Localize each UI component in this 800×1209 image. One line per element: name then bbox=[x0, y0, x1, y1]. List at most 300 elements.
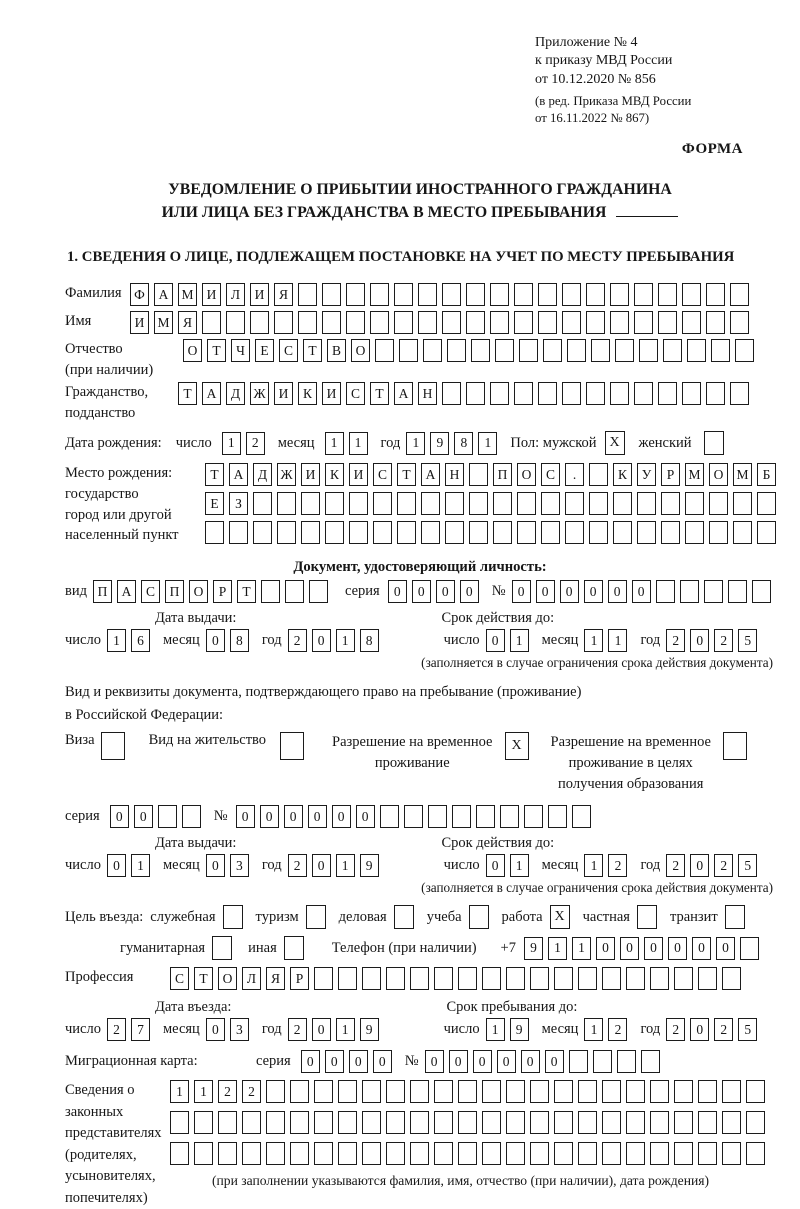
char-box[interactable]: 7 bbox=[131, 1018, 150, 1041]
char-box[interactable] bbox=[634, 283, 653, 306]
char-box[interactable] bbox=[519, 339, 538, 362]
char-box[interactable] bbox=[322, 283, 341, 306]
char-box[interactable] bbox=[253, 492, 272, 515]
char-box[interactable] bbox=[682, 283, 701, 306]
char-box[interactable] bbox=[711, 339, 730, 362]
char-box[interactable] bbox=[578, 1080, 597, 1103]
char-box[interactable] bbox=[277, 492, 296, 515]
char-box[interactable] bbox=[428, 805, 447, 828]
char-box[interactable]: 0 bbox=[206, 1018, 225, 1041]
char-box[interactable]: И bbox=[274, 382, 293, 405]
char-box[interactable]: 2 bbox=[666, 629, 685, 652]
char-box[interactable]: 9 bbox=[360, 854, 379, 877]
char-box[interactable] bbox=[493, 492, 512, 515]
char-box[interactable] bbox=[394, 311, 413, 334]
char-box[interactable] bbox=[650, 1111, 669, 1134]
char-box[interactable] bbox=[314, 1111, 333, 1134]
char-box[interactable] bbox=[517, 521, 536, 544]
char-box[interactable] bbox=[637, 521, 656, 544]
char-box[interactable] bbox=[500, 805, 519, 828]
char-box[interactable] bbox=[538, 283, 557, 306]
char-box[interactable]: 1 bbox=[107, 629, 126, 652]
char-box[interactable]: О bbox=[218, 967, 237, 990]
char-box[interactable] bbox=[482, 1142, 501, 1165]
char-box[interactable] bbox=[554, 1080, 573, 1103]
char-box[interactable]: 0 bbox=[608, 580, 627, 603]
char-box[interactable] bbox=[346, 283, 365, 306]
char-box[interactable] bbox=[506, 967, 525, 990]
char-box[interactable] bbox=[562, 382, 581, 405]
char-box[interactable] bbox=[466, 382, 485, 405]
char-box[interactable]: И bbox=[322, 382, 341, 405]
char-box[interactable] bbox=[370, 283, 389, 306]
char-box[interactable]: 0 bbox=[373, 1050, 392, 1073]
char-box[interactable] bbox=[602, 967, 621, 990]
char-box[interactable] bbox=[524, 805, 543, 828]
char-box[interactable]: 2 bbox=[608, 1018, 627, 1041]
char-box[interactable]: 1 bbox=[548, 937, 567, 960]
char-box[interactable]: Ж bbox=[277, 463, 296, 486]
char-box[interactable]: 6 bbox=[131, 629, 150, 652]
char-box[interactable]: Т bbox=[178, 382, 197, 405]
char-box[interactable] bbox=[394, 283, 413, 306]
char-box[interactable]: 9 bbox=[360, 1018, 379, 1041]
char-box[interactable] bbox=[314, 967, 333, 990]
char-box[interactable]: 1 bbox=[349, 432, 368, 455]
char-box[interactable]: 0 bbox=[312, 854, 331, 877]
char-box[interactable]: 0 bbox=[692, 937, 711, 960]
char-box[interactable]: 0 bbox=[332, 805, 351, 828]
char-box[interactable] bbox=[375, 339, 394, 362]
char-box[interactable]: 0 bbox=[473, 1050, 492, 1073]
char-box[interactable]: Л bbox=[226, 283, 245, 306]
char-box[interactable] bbox=[530, 1142, 549, 1165]
char-box[interactable]: Т bbox=[370, 382, 389, 405]
char-box[interactable]: 5 bbox=[738, 629, 757, 652]
char-box[interactable] bbox=[410, 1142, 429, 1165]
char-box[interactable] bbox=[722, 1142, 741, 1165]
char-box[interactable] bbox=[397, 521, 416, 544]
char-box[interactable]: 1 bbox=[572, 937, 591, 960]
char-box[interactable] bbox=[682, 382, 701, 405]
char-box[interactable]: Т bbox=[397, 463, 416, 486]
char-box[interactable]: Д bbox=[226, 382, 245, 405]
char-box[interactable] bbox=[466, 283, 485, 306]
char-box[interactable] bbox=[410, 967, 429, 990]
char-box[interactable]: 0 bbox=[206, 854, 225, 877]
char-box[interactable] bbox=[314, 1080, 333, 1103]
char-box[interactable] bbox=[410, 1080, 429, 1103]
char-box[interactable] bbox=[613, 492, 632, 515]
char-box[interactable]: 0 bbox=[349, 1050, 368, 1073]
char-box[interactable] bbox=[650, 1080, 669, 1103]
char-box[interactable]: А bbox=[154, 283, 173, 306]
char-box[interactable] bbox=[626, 1111, 645, 1134]
char-box[interactable] bbox=[266, 1080, 285, 1103]
char-box[interactable]: У bbox=[637, 463, 656, 486]
char-box[interactable] bbox=[543, 339, 562, 362]
char-box[interactable]: Н bbox=[418, 382, 437, 405]
char-box[interactable]: С bbox=[170, 967, 189, 990]
char-box[interactable]: 2 bbox=[246, 432, 265, 455]
char-box[interactable] bbox=[674, 1142, 693, 1165]
char-box[interactable] bbox=[290, 1111, 309, 1134]
checkbox-male[interactable]: X bbox=[605, 431, 625, 455]
char-box[interactable]: П bbox=[165, 580, 184, 603]
char-box[interactable]: 0 bbox=[690, 1018, 709, 1041]
char-box[interactable] bbox=[482, 1080, 501, 1103]
char-box[interactable]: С bbox=[346, 382, 365, 405]
char-box[interactable] bbox=[746, 1111, 765, 1134]
char-box[interactable] bbox=[277, 521, 296, 544]
char-box[interactable]: 9 bbox=[430, 432, 449, 455]
char-box[interactable] bbox=[591, 339, 610, 362]
char-box[interactable] bbox=[458, 1111, 477, 1134]
char-box[interactable]: И bbox=[301, 463, 320, 486]
char-box[interactable] bbox=[309, 580, 328, 603]
char-box[interactable] bbox=[362, 1142, 381, 1165]
checkbox-temp-residence[interactable]: X bbox=[505, 732, 529, 760]
char-box[interactable]: 0 bbox=[356, 805, 375, 828]
char-box[interactable] bbox=[637, 492, 656, 515]
char-box[interactable] bbox=[626, 1142, 645, 1165]
char-box[interactable] bbox=[661, 521, 680, 544]
char-box[interactable] bbox=[490, 283, 509, 306]
char-box[interactable]: 8 bbox=[454, 432, 473, 455]
char-box[interactable] bbox=[554, 1142, 573, 1165]
char-box[interactable] bbox=[386, 1142, 405, 1165]
char-box[interactable]: Р bbox=[290, 967, 309, 990]
char-box[interactable] bbox=[602, 1142, 621, 1165]
char-box[interactable] bbox=[615, 339, 634, 362]
char-box[interactable]: 2 bbox=[666, 1018, 685, 1041]
char-box[interactable] bbox=[285, 580, 304, 603]
char-box[interactable] bbox=[578, 967, 597, 990]
char-box[interactable]: М bbox=[178, 283, 197, 306]
char-box[interactable]: 1 bbox=[336, 854, 355, 877]
char-box[interactable] bbox=[229, 521, 248, 544]
char-box[interactable] bbox=[158, 805, 177, 828]
char-box[interactable]: 2 bbox=[242, 1080, 261, 1103]
char-box[interactable] bbox=[704, 580, 723, 603]
char-box[interactable] bbox=[266, 1142, 285, 1165]
char-box[interactable] bbox=[572, 805, 591, 828]
char-box[interactable]: 0 bbox=[512, 580, 531, 603]
char-box[interactable]: З bbox=[229, 492, 248, 515]
char-box[interactable] bbox=[698, 967, 717, 990]
char-box[interactable] bbox=[613, 521, 632, 544]
char-box[interactable] bbox=[569, 1050, 588, 1073]
char-box[interactable] bbox=[469, 463, 488, 486]
char-box[interactable] bbox=[253, 521, 272, 544]
char-box[interactable] bbox=[182, 805, 201, 828]
checkbox-private[interactable] bbox=[637, 905, 657, 929]
char-box[interactable] bbox=[722, 1111, 741, 1134]
char-box[interactable] bbox=[226, 311, 245, 334]
char-box[interactable]: М bbox=[685, 463, 704, 486]
char-box[interactable] bbox=[386, 1080, 405, 1103]
char-box[interactable]: А bbox=[394, 382, 413, 405]
char-box[interactable] bbox=[562, 311, 581, 334]
char-box[interactable]: С bbox=[373, 463, 392, 486]
char-box[interactable]: Я bbox=[274, 283, 293, 306]
char-box[interactable]: 0 bbox=[716, 937, 735, 960]
char-box[interactable]: К bbox=[325, 463, 344, 486]
char-box[interactable] bbox=[445, 521, 464, 544]
char-box[interactable] bbox=[740, 937, 759, 960]
char-box[interactable] bbox=[687, 339, 706, 362]
char-box[interactable] bbox=[386, 1111, 405, 1134]
char-box[interactable]: А bbox=[229, 463, 248, 486]
char-box[interactable]: В bbox=[327, 339, 346, 362]
char-box[interactable]: 0 bbox=[690, 629, 709, 652]
char-box[interactable]: Е bbox=[255, 339, 274, 362]
char-box[interactable]: 1 bbox=[486, 1018, 505, 1041]
char-box[interactable]: 0 bbox=[308, 805, 327, 828]
char-box[interactable] bbox=[482, 1111, 501, 1134]
char-box[interactable]: Я bbox=[266, 967, 285, 990]
char-box[interactable]: 0 bbox=[584, 580, 603, 603]
char-box[interactable]: П bbox=[93, 580, 112, 603]
char-box[interactable] bbox=[730, 382, 749, 405]
char-box[interactable] bbox=[399, 339, 418, 362]
char-box[interactable] bbox=[242, 1111, 261, 1134]
char-box[interactable] bbox=[452, 805, 471, 828]
char-box[interactable]: А bbox=[202, 382, 221, 405]
char-box[interactable]: 0 bbox=[301, 1050, 320, 1073]
char-box[interactable]: И bbox=[130, 311, 149, 334]
char-box[interactable]: 1 bbox=[170, 1080, 189, 1103]
char-box[interactable] bbox=[746, 1080, 765, 1103]
char-box[interactable] bbox=[538, 382, 557, 405]
char-box[interactable] bbox=[469, 521, 488, 544]
char-box[interactable]: 2 bbox=[666, 854, 685, 877]
char-box[interactable] bbox=[442, 283, 461, 306]
char-box[interactable]: 2 bbox=[288, 629, 307, 652]
char-box[interactable]: 9 bbox=[524, 937, 543, 960]
char-box[interactable] bbox=[562, 283, 581, 306]
char-box[interactable] bbox=[373, 492, 392, 515]
char-box[interactable]: 0 bbox=[668, 937, 687, 960]
char-box[interactable] bbox=[442, 382, 461, 405]
char-box[interactable] bbox=[722, 967, 741, 990]
char-box[interactable]: 1 bbox=[510, 854, 529, 877]
char-box[interactable] bbox=[730, 311, 749, 334]
char-box[interactable] bbox=[482, 967, 501, 990]
char-box[interactable] bbox=[685, 521, 704, 544]
char-box[interactable]: 0 bbox=[260, 805, 279, 828]
char-box[interactable] bbox=[730, 283, 749, 306]
char-box[interactable] bbox=[650, 1142, 669, 1165]
checkbox-official[interactable] bbox=[223, 905, 243, 929]
checkbox-study[interactable] bbox=[469, 905, 489, 929]
char-box[interactable] bbox=[626, 1080, 645, 1103]
char-box[interactable]: 0 bbox=[312, 629, 331, 652]
char-box[interactable] bbox=[314, 1142, 333, 1165]
char-box[interactable]: Т bbox=[194, 967, 213, 990]
char-box[interactable] bbox=[567, 339, 586, 362]
char-box[interactable] bbox=[325, 492, 344, 515]
char-box[interactable] bbox=[554, 967, 573, 990]
char-box[interactable] bbox=[490, 311, 509, 334]
char-box[interactable] bbox=[338, 1111, 357, 1134]
char-box[interactable]: 2 bbox=[608, 854, 627, 877]
char-box[interactable] bbox=[362, 1111, 381, 1134]
char-box[interactable] bbox=[338, 1142, 357, 1165]
char-box[interactable] bbox=[397, 492, 416, 515]
char-box[interactable] bbox=[538, 311, 557, 334]
char-box[interactable]: О bbox=[709, 463, 728, 486]
char-box[interactable] bbox=[589, 492, 608, 515]
char-box[interactable]: Я bbox=[178, 311, 197, 334]
char-box[interactable]: 1 bbox=[584, 629, 603, 652]
char-box[interactable] bbox=[610, 382, 629, 405]
char-box[interactable] bbox=[218, 1142, 237, 1165]
char-box[interactable] bbox=[733, 492, 752, 515]
char-box[interactable] bbox=[658, 382, 677, 405]
char-box[interactable] bbox=[682, 311, 701, 334]
char-box[interactable] bbox=[170, 1142, 189, 1165]
char-box[interactable]: 2 bbox=[288, 854, 307, 877]
char-box[interactable] bbox=[634, 311, 653, 334]
char-box[interactable]: Т bbox=[237, 580, 256, 603]
char-box[interactable]: 8 bbox=[230, 629, 249, 652]
checkbox-business[interactable] bbox=[394, 905, 414, 929]
char-box[interactable] bbox=[517, 492, 536, 515]
char-box[interactable] bbox=[370, 311, 389, 334]
char-box[interactable] bbox=[325, 521, 344, 544]
char-box[interactable] bbox=[650, 967, 669, 990]
char-box[interactable]: О bbox=[351, 339, 370, 362]
char-box[interactable]: . bbox=[565, 463, 584, 486]
checkbox-female[interactable] bbox=[704, 431, 724, 455]
char-box[interactable]: М bbox=[154, 311, 173, 334]
char-box[interactable] bbox=[578, 1142, 597, 1165]
char-box[interactable] bbox=[458, 967, 477, 990]
char-box[interactable]: М bbox=[733, 463, 752, 486]
char-box[interactable] bbox=[298, 283, 317, 306]
char-box[interactable] bbox=[514, 283, 533, 306]
char-box[interactable] bbox=[194, 1142, 213, 1165]
char-box[interactable] bbox=[674, 1111, 693, 1134]
char-box[interactable]: А bbox=[117, 580, 136, 603]
char-box[interactable] bbox=[421, 521, 440, 544]
char-box[interactable]: 0 bbox=[110, 805, 129, 828]
char-box[interactable] bbox=[709, 521, 728, 544]
char-box[interactable] bbox=[469, 492, 488, 515]
checkbox-visa[interactable] bbox=[101, 732, 125, 760]
char-box[interactable] bbox=[373, 521, 392, 544]
char-box[interactable] bbox=[680, 580, 699, 603]
char-box[interactable] bbox=[495, 339, 514, 362]
char-box[interactable] bbox=[674, 967, 693, 990]
char-box[interactable] bbox=[728, 580, 747, 603]
checkbox-residence-permit[interactable] bbox=[280, 732, 304, 760]
char-box[interactable]: И bbox=[202, 283, 221, 306]
checkbox-work[interactable]: X bbox=[550, 905, 570, 929]
char-box[interactable] bbox=[626, 967, 645, 990]
char-box[interactable] bbox=[589, 521, 608, 544]
char-box[interactable]: О bbox=[183, 339, 202, 362]
char-box[interactable]: 3 bbox=[230, 1018, 249, 1041]
char-box[interactable]: С bbox=[279, 339, 298, 362]
char-box[interactable] bbox=[530, 967, 549, 990]
char-box[interactable] bbox=[261, 580, 280, 603]
char-box[interactable]: 0 bbox=[460, 580, 479, 603]
char-box[interactable] bbox=[250, 311, 269, 334]
char-box[interactable] bbox=[578, 1111, 597, 1134]
char-box[interactable] bbox=[541, 521, 560, 544]
char-box[interactable]: 2 bbox=[714, 629, 733, 652]
char-box[interactable]: Б bbox=[757, 463, 776, 486]
char-box[interactable]: 1 bbox=[478, 432, 497, 455]
checkbox-tourism[interactable] bbox=[306, 905, 326, 929]
char-box[interactable] bbox=[301, 521, 320, 544]
char-box[interactable] bbox=[202, 311, 221, 334]
char-box[interactable] bbox=[434, 1080, 453, 1103]
char-box[interactable] bbox=[338, 967, 357, 990]
char-box[interactable] bbox=[757, 492, 776, 515]
char-box[interactable] bbox=[205, 521, 224, 544]
char-box[interactable] bbox=[602, 1080, 621, 1103]
char-box[interactable] bbox=[218, 1111, 237, 1134]
char-box[interactable] bbox=[338, 1080, 357, 1103]
char-box[interactable] bbox=[447, 339, 466, 362]
char-box[interactable] bbox=[722, 1080, 741, 1103]
char-box[interactable]: О bbox=[517, 463, 536, 486]
char-box[interactable] bbox=[634, 382, 653, 405]
char-box[interactable] bbox=[458, 1142, 477, 1165]
char-box[interactable] bbox=[266, 1111, 285, 1134]
char-box[interactable]: Д bbox=[253, 463, 272, 486]
char-box[interactable]: А bbox=[421, 463, 440, 486]
char-box[interactable]: Ж bbox=[250, 382, 269, 405]
char-box[interactable] bbox=[362, 967, 381, 990]
char-box[interactable]: 0 bbox=[312, 1018, 331, 1041]
char-box[interactable]: 0 bbox=[486, 629, 505, 652]
char-box[interactable] bbox=[442, 311, 461, 334]
char-box[interactable] bbox=[290, 1080, 309, 1103]
char-box[interactable]: С bbox=[541, 463, 560, 486]
char-box[interactable]: Н bbox=[445, 463, 464, 486]
char-box[interactable] bbox=[490, 382, 509, 405]
char-box[interactable]: 0 bbox=[449, 1050, 468, 1073]
char-box[interactable] bbox=[362, 1080, 381, 1103]
char-box[interactable] bbox=[386, 967, 405, 990]
char-box[interactable]: Р bbox=[661, 463, 680, 486]
char-box[interactable]: 0 bbox=[412, 580, 431, 603]
char-box[interactable] bbox=[757, 521, 776, 544]
char-box[interactable]: 2 bbox=[218, 1080, 237, 1103]
char-box[interactable] bbox=[656, 580, 675, 603]
char-box[interactable]: 0 bbox=[596, 937, 615, 960]
char-box[interactable] bbox=[434, 967, 453, 990]
char-box[interactable]: 1 bbox=[336, 1018, 355, 1041]
char-box[interactable] bbox=[410, 1111, 429, 1134]
char-box[interactable] bbox=[663, 339, 682, 362]
char-box[interactable] bbox=[466, 311, 485, 334]
char-box[interactable] bbox=[421, 492, 440, 515]
char-box[interactable] bbox=[506, 1142, 525, 1165]
char-box[interactable]: К bbox=[613, 463, 632, 486]
char-box[interactable]: 1 bbox=[336, 629, 355, 652]
char-box[interactable] bbox=[706, 382, 725, 405]
char-box[interactable]: 0 bbox=[236, 805, 255, 828]
char-box[interactable]: Е bbox=[205, 492, 224, 515]
char-box[interactable] bbox=[242, 1142, 261, 1165]
char-box[interactable]: 0 bbox=[545, 1050, 564, 1073]
char-box[interactable] bbox=[706, 283, 725, 306]
